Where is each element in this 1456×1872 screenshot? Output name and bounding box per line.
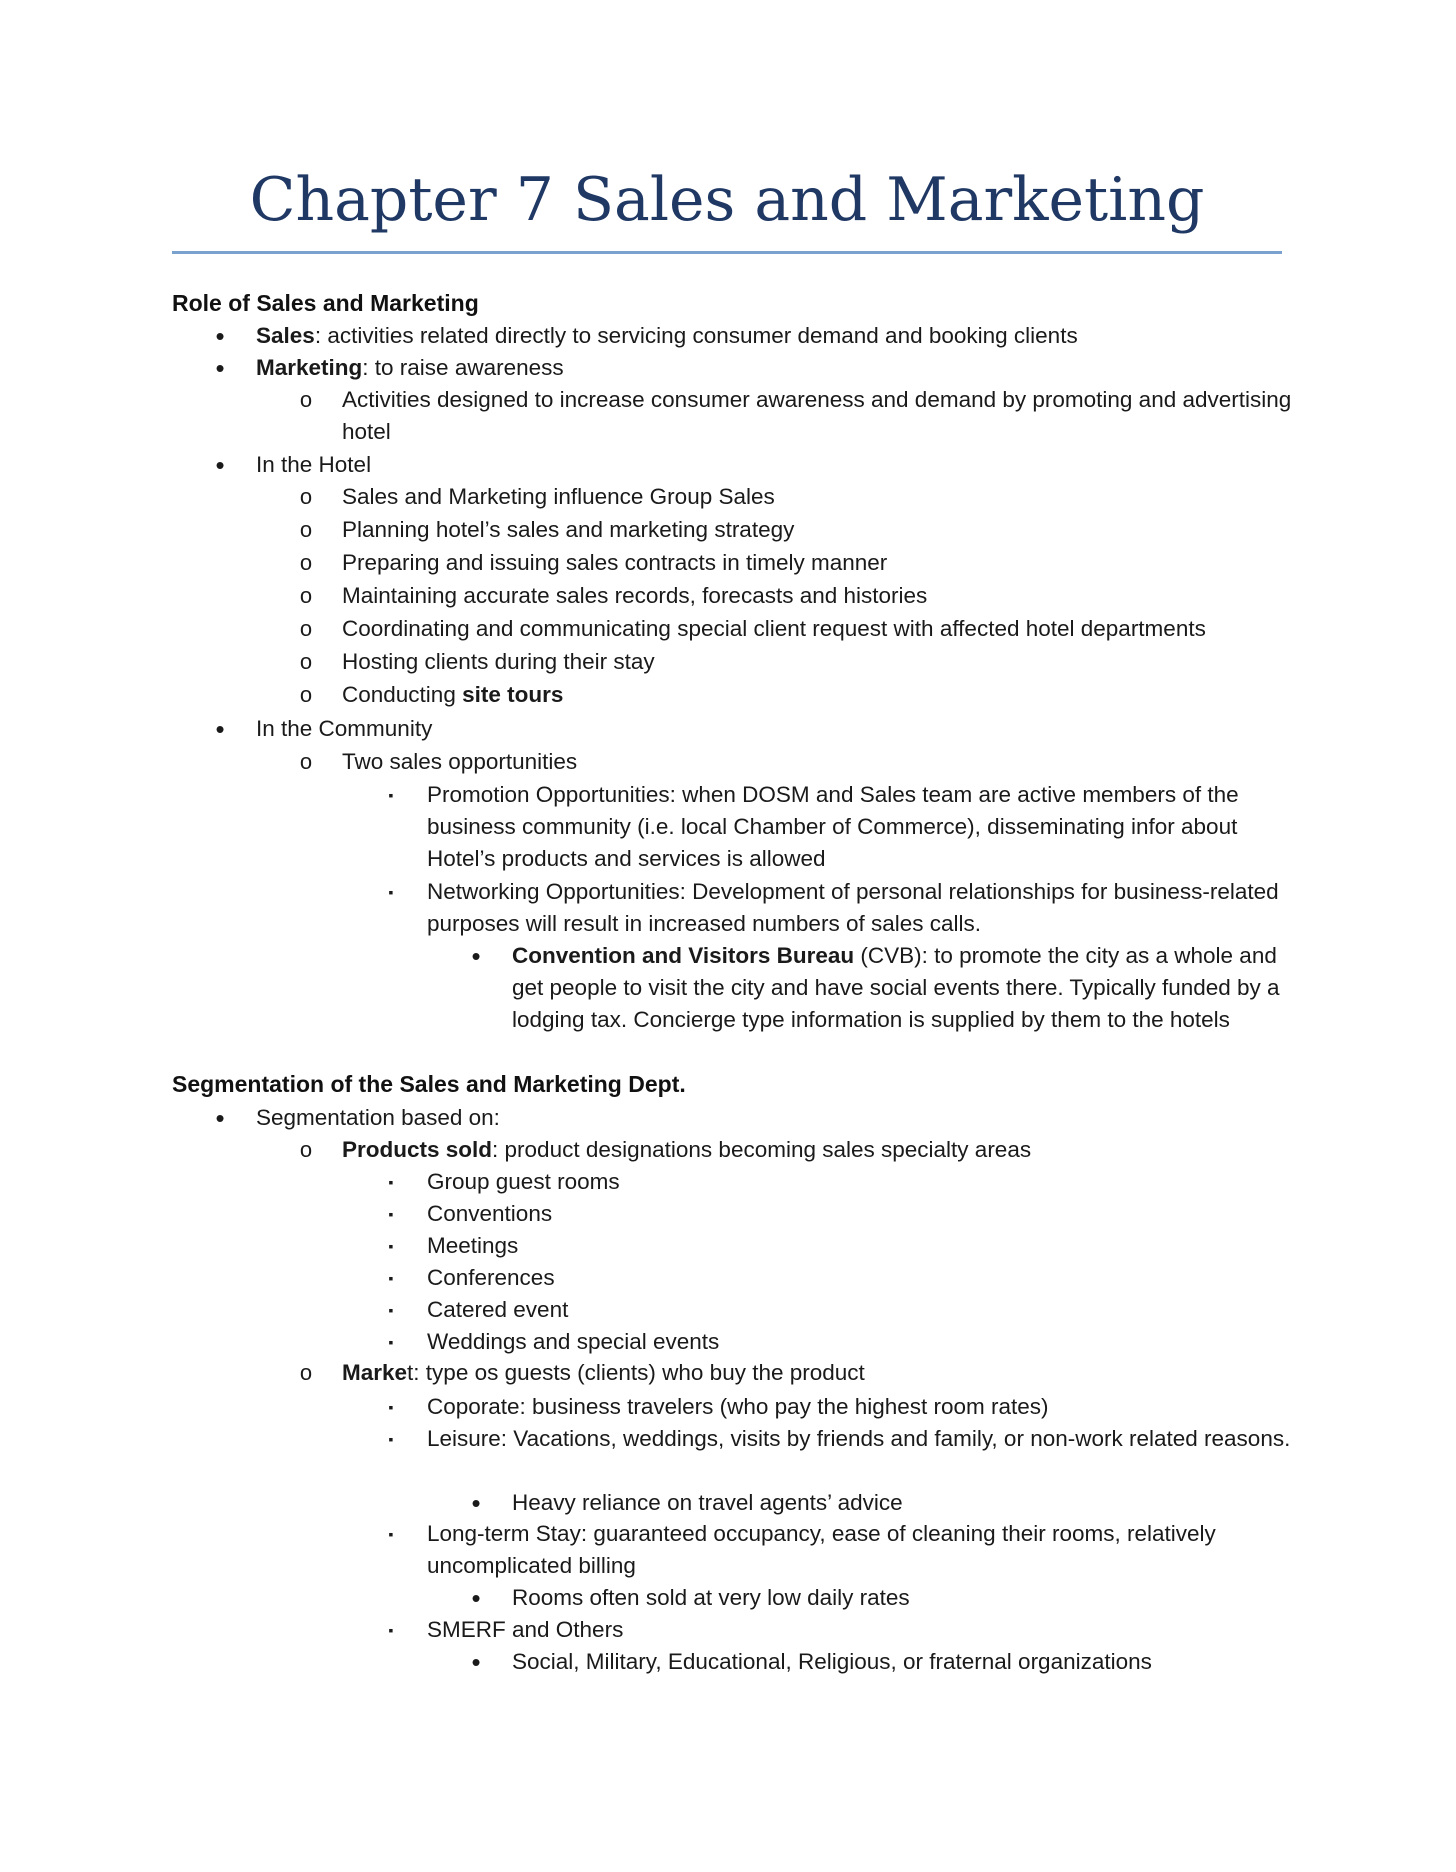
marketing-definition: : to raise awareness [362, 355, 564, 380]
disc-bullet: • [471, 1488, 481, 1518]
market-term: Marke [342, 1360, 408, 1385]
site-tours-prefix: Conducting [342, 682, 463, 707]
list-item-long-term-detail [471, 1582, 1296, 1614]
cvb-term: Convention and Visitors Bureau [512, 943, 855, 968]
square-bullet: ▪ [388, 1238, 394, 1254]
leisure-detail-text: Heavy reliance on travel agents’ advice [512, 1490, 903, 1515]
square-bullet: ▪ [388, 1399, 394, 1415]
term-sales: Sales [256, 323, 315, 348]
list-item-leisure [388, 1423, 1296, 1455]
square-bullet: ▪ [388, 1206, 394, 1222]
list-item-product [388, 1230, 1296, 1262]
circle-bullet: o [299, 550, 313, 575]
cvb-description: (CVB): to promote the city as a whole and get people to visit the city and have social events there. Typically funded by a lodging tax. Concierge type information is supplied by them to the hotels [512, 943, 1280, 1032]
list-item-product [388, 1198, 1296, 1230]
circle-bullet: o [299, 682, 313, 707]
square-bullet: ▪ [388, 1622, 394, 1638]
product-text: Group guest rooms [427, 1169, 620, 1194]
networking-text: Networking Opportunities: Development of personal relationships for business-related purposes will result in increased numbers of sales calls. [427, 879, 1279, 936]
circle-bullet: o [299, 517, 313, 542]
list-item-hotel-task [299, 481, 1296, 513]
in-the-community-text: In the Community [256, 716, 433, 741]
list-item-leisure-detail [471, 1487, 1296, 1519]
circle-bullet: o [299, 583, 313, 608]
list-item-in-the-community [215, 713, 1296, 745]
site-tours-term: site tours [462, 682, 564, 707]
list-item-marketing [215, 352, 1296, 384]
list-item-long-term-stay [388, 1518, 1296, 1582]
square-bullet: ▪ [388, 1270, 394, 1286]
sales-definition: : activities related directly to servicing consumer demand and booking clients [314, 323, 1078, 348]
list-item-segmentation-based-on [215, 1102, 1296, 1134]
list-item-product [388, 1294, 1296, 1326]
square-bullet: ▪ [388, 787, 394, 803]
section-heading-segmentation: Segmentation of the Sales and Marketing Dept. [172, 1071, 686, 1097]
square-bullet: ▪ [388, 1334, 394, 1350]
disc-bullet: • [215, 450, 225, 480]
circle-bullet: o [299, 1360, 313, 1385]
long-term-stay-text: Long-term Stay: guaranteed occupancy, ease of cleaning their rooms, relatively uncomplicated billing [427, 1521, 1216, 1578]
circle-bullet: o [299, 387, 313, 412]
products-sold-definition: : product designations becoming sales specialty areas [492, 1137, 1032, 1162]
hotel-task-text: Sales and Marketing influence Group Sales [342, 484, 775, 509]
circle-bullet: o [299, 616, 313, 641]
two-opportunities-text: Two sales opportunities [342, 749, 578, 774]
product-text: Catered event [427, 1297, 569, 1322]
list-item-sales [215, 320, 1296, 352]
market-definition: t: type os guests (clients) who buy the product [407, 1360, 865, 1385]
list-item-hotel-task [299, 613, 1296, 645]
list-item-smerf [388, 1614, 1296, 1646]
smerf-text: SMERF and Others [427, 1617, 624, 1642]
disc-bullet: • [471, 1647, 481, 1677]
product-text: Weddings and special events [427, 1329, 720, 1354]
disc-bullet: • [215, 321, 225, 351]
list-item-two-opportunities [299, 746, 1296, 778]
circle-bullet: o [299, 749, 313, 774]
document-title: Chapter 7 Sales and Marketing [249, 165, 1205, 235]
list-item-coporate [388, 1391, 1296, 1423]
disc-bullet: • [215, 1103, 225, 1133]
list-item-product [388, 1262, 1296, 1294]
list-item-cvb [471, 940, 1296, 1036]
products-sold-term: Products sold [342, 1137, 493, 1162]
list-item-product [388, 1166, 1296, 1198]
list-item-promotion [388, 779, 1296, 875]
section-heading-role: Role of Sales and Marketing [172, 290, 479, 316]
list-item-hotel-task [299, 514, 1296, 546]
list-item-in-the-hotel [215, 449, 1296, 481]
list-item-site-tours [299, 679, 1296, 711]
in-the-hotel-text: In the Hotel [256, 452, 372, 477]
square-bullet: ▪ [388, 1431, 394, 1447]
hotel-task-text: Hosting clients during their stay [342, 649, 655, 674]
leisure-text: Leisure: Vacations, weddings, visits by friends and family, or non-work related reasons. [427, 1426, 1291, 1451]
title-underline [172, 251, 1282, 254]
hotel-task-text: Preparing and issuing sales contracts in timely manner [342, 550, 888, 575]
disc-bullet: • [215, 353, 225, 383]
smerf-detail-text: Social, Military, Educational, Religious, or fraternal organizations [512, 1649, 1152, 1674]
list-item-hotel-task [299, 646, 1296, 678]
hotel-task-text: Planning hotel’s sales and marketing strategy [342, 517, 795, 542]
disc-bullet: • [471, 1583, 481, 1613]
disc-bullet: • [471, 941, 481, 971]
square-bullet: ▪ [388, 1174, 394, 1190]
list-item-hotel-task [299, 580, 1296, 612]
marketing-activities-text: Activities designed to increase consumer awareness and demand by promoting and advertising hotel [342, 387, 1292, 444]
circle-bullet: o [299, 484, 313, 509]
list-item-marketing-activities [299, 384, 1296, 448]
product-text: Conferences [427, 1265, 555, 1290]
square-bullet: ▪ [388, 1302, 394, 1318]
long-term-detail-text: Rooms often sold at very low daily rates [512, 1585, 910, 1610]
list-item-product [388, 1326, 1296, 1358]
list-item-smerf-detail [471, 1646, 1296, 1678]
hotel-task-text: Coordinating and communicating special client request with affected hotel departments [342, 616, 1206, 641]
square-bullet: ▪ [388, 1526, 394, 1542]
disc-bullet: • [215, 714, 225, 744]
list-item-hotel-task [299, 547, 1296, 579]
product-text: Meetings [427, 1233, 519, 1258]
coporate-text: Coporate: business travelers (who pay the highest room rates) [427, 1394, 1049, 1419]
product-text: Conventions [427, 1201, 553, 1226]
square-bullet: ▪ [388, 884, 394, 900]
list-item-networking [388, 876, 1296, 940]
hotel-task-text: Maintaining accurate sales records, forecasts and histories [342, 583, 928, 608]
list-item-market [299, 1357, 1296, 1389]
segmentation-based-on-text: Segmentation based on: [256, 1105, 500, 1130]
circle-bullet: o [299, 649, 313, 674]
promotion-text: Promotion Opportunities: when DOSM and Sales team are active members of the business community (i.e. local Chamber of Commerce), disseminating infor about Hotel’s products and services is allowed [427, 782, 1239, 871]
list-item-products-sold [299, 1134, 1296, 1166]
term-marketing: Marketing [256, 355, 363, 380]
circle-bullet: o [299, 1137, 313, 1162]
